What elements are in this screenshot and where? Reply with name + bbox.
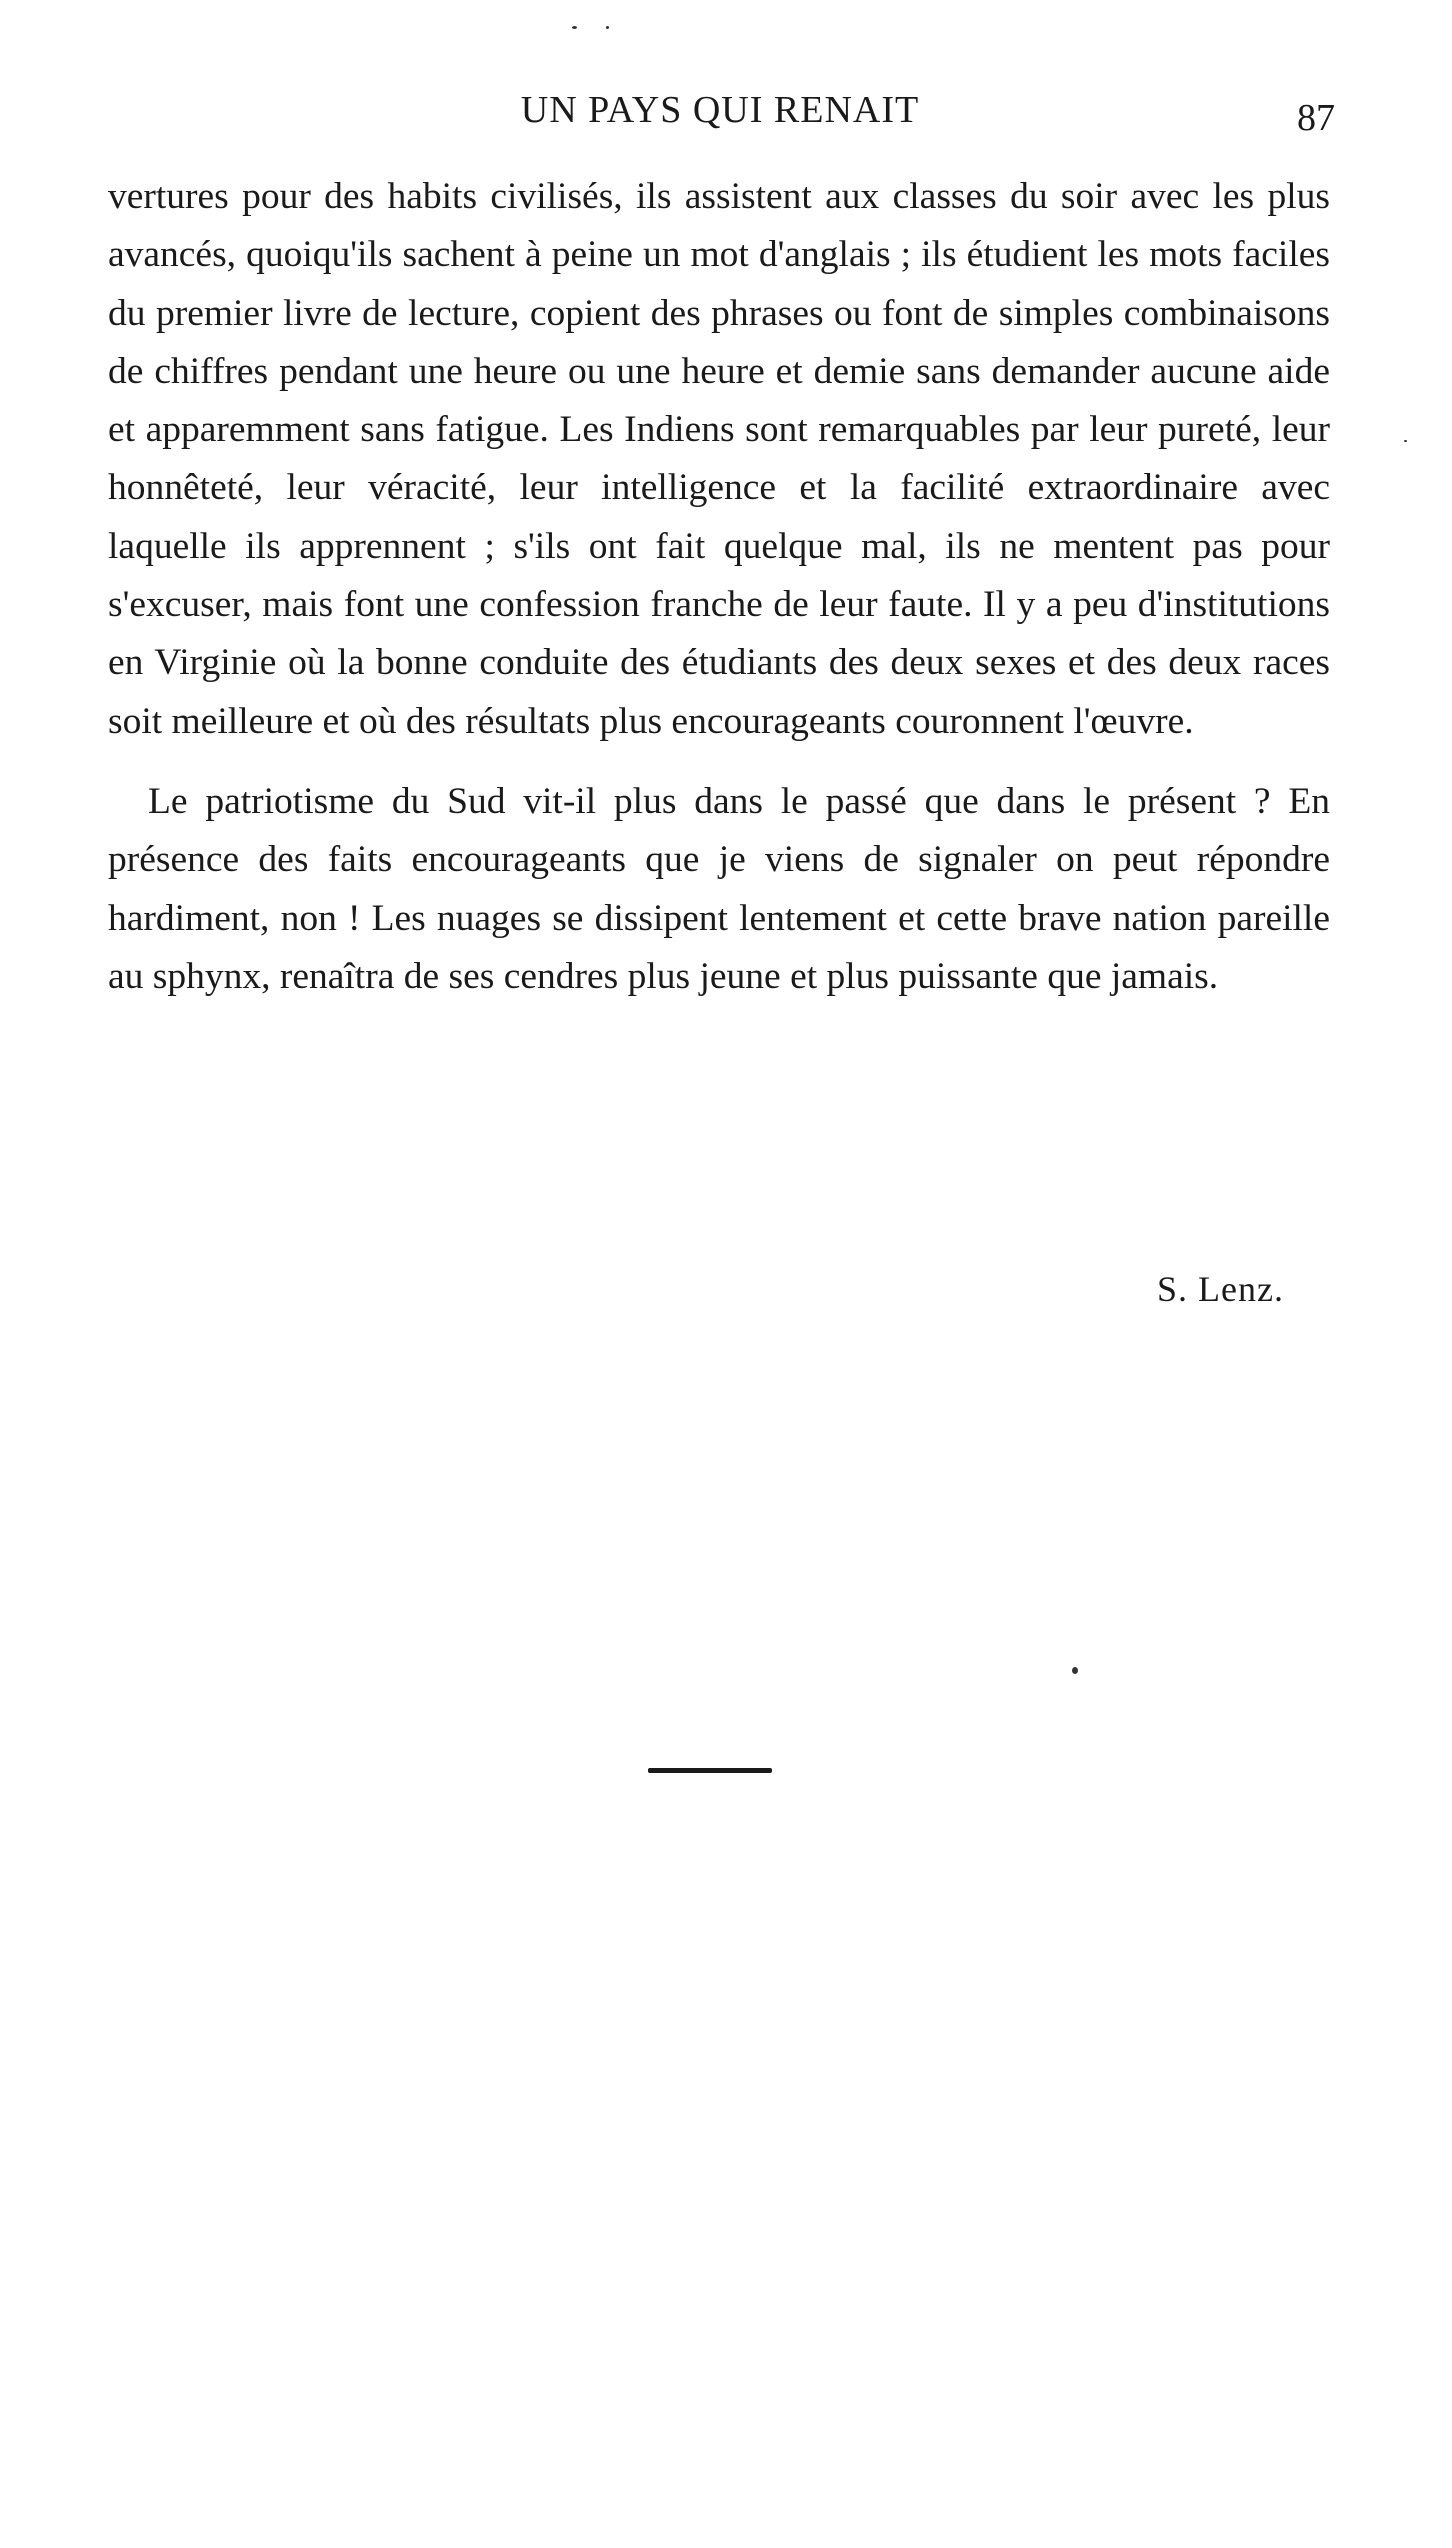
- author-signature: S. Lenz.: [1157, 1269, 1284, 1309]
- paragraph-1: vertures pour des habits civilisés, ils assistent aux classes du soir avec les plus avancés, quoiqu'ils sachent à peine un mot d'anglais ; ils étudient les mots faciles du premier livre de lecture, copient des phrases ou font de simples combinaisons de chiffres pendant une heure ou une heure et demie sans demander aucune aide et apparemment sans fatigue. Les Indiens sont remarquables par leur pureté, leur honnêteté, leur véracité, leur intelligence et la facilité extraordinaire avec laquelle ils apprennent ; s'ils ont fait quelque mal, ils ne mentent pas pour s'excuser, mais font une confession franche de leur faute. Il y a peu d'institutions en Virginie où la bonne conduite des étudiants des deux sexes et des deux races soit meilleure et où des résultats plus encourageants couronnent l'œuvre.: [108, 176, 1330, 742]
- end-rule: [648, 1768, 772, 1773]
- scan-speck: [1072, 1667, 1078, 1674]
- running-title: UN PAYS QUI RENAIT: [520, 89, 920, 131]
- scan-speck: [1404, 440, 1407, 442]
- body-text: [108, 168, 1330, 1006]
- page-header: [105, 88, 1335, 138]
- paragraph-2: Le patriotisme du Sud vit-il plus dans le passé que dans le présent ? En présence des faits encourageants que je viens de signaler on peut répondre hardiment, non ! Les nuages se dissipent lentement et cette brave nation pareille au sphynx, renaîtra de ses cendres plus jeune et plus puissante que jamais.: [108, 780, 1330, 997]
- scan-speck: [572, 26, 577, 29]
- page-number: 87: [1297, 97, 1335, 139]
- scan-speck: [606, 26, 609, 29]
